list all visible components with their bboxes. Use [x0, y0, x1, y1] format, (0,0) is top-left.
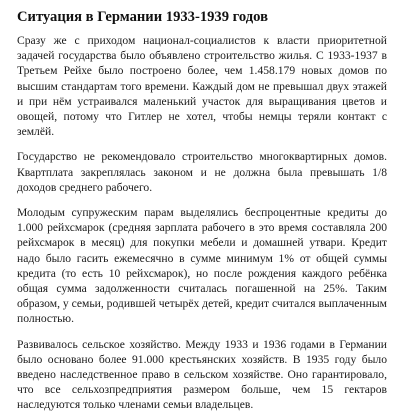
paragraph-credits: Молодым супружеским парам выделялись беспроцентные кредиты до 1.000 рейхсмарок (средняя зарплата рабочего в это время составляла 200 рейхсмарок в месяц) для покупки мебели и домашней утвари. Кредит надо было гасить ежемесячно в сумме минимум 1% от общей суммы кредита (то есть 10 рейхсмарок), но после рождения каждого ребёнка общая сумма задолженности считалась погашенной на 25%. Таким образом, у семьи, родившей четырёх детей, кредит считался выплаченным полностью.: [17, 206, 387, 326]
paragraph-housing: Сразу же с приходом национал-социалистов к власти приоритетной задачей государства было объявлено строительство жилья. С 1933-1937 в Третьем Рейхе было построено более, чем 1.458.179 новых домов по высшим стандартам того времени. Каждый дом не превышал двух этажей и при нём устраивался маленький участок для выращивания цветов и овощей, потому что Гитлер не хотел, чтобы немцы теряли контакт с землёй.: [17, 34, 387, 139]
document-title: Ситуация в Германии 1933-1939 годов: [17, 9, 268, 25]
paragraph-agriculture: Развивалось сельское хозяйство. Между 1933 и 1936 годами в Германии было основано более 91.000 крестьянских хозяйств. В 1935 году было введено наследственное право в сельском хозяйстве. Оно гарантировало, что все сельхозпредприятия размером больше, чем 15 гектаров наследуются только членами семьи владельцев.: [17, 337, 387, 412]
paragraph-rent: Государство не рекомендовало строительство многоквартирных домов. Квартплата закреплялась законом и не должна была превышать 1/8 доходов среднего рабочего.: [17, 150, 387, 194]
